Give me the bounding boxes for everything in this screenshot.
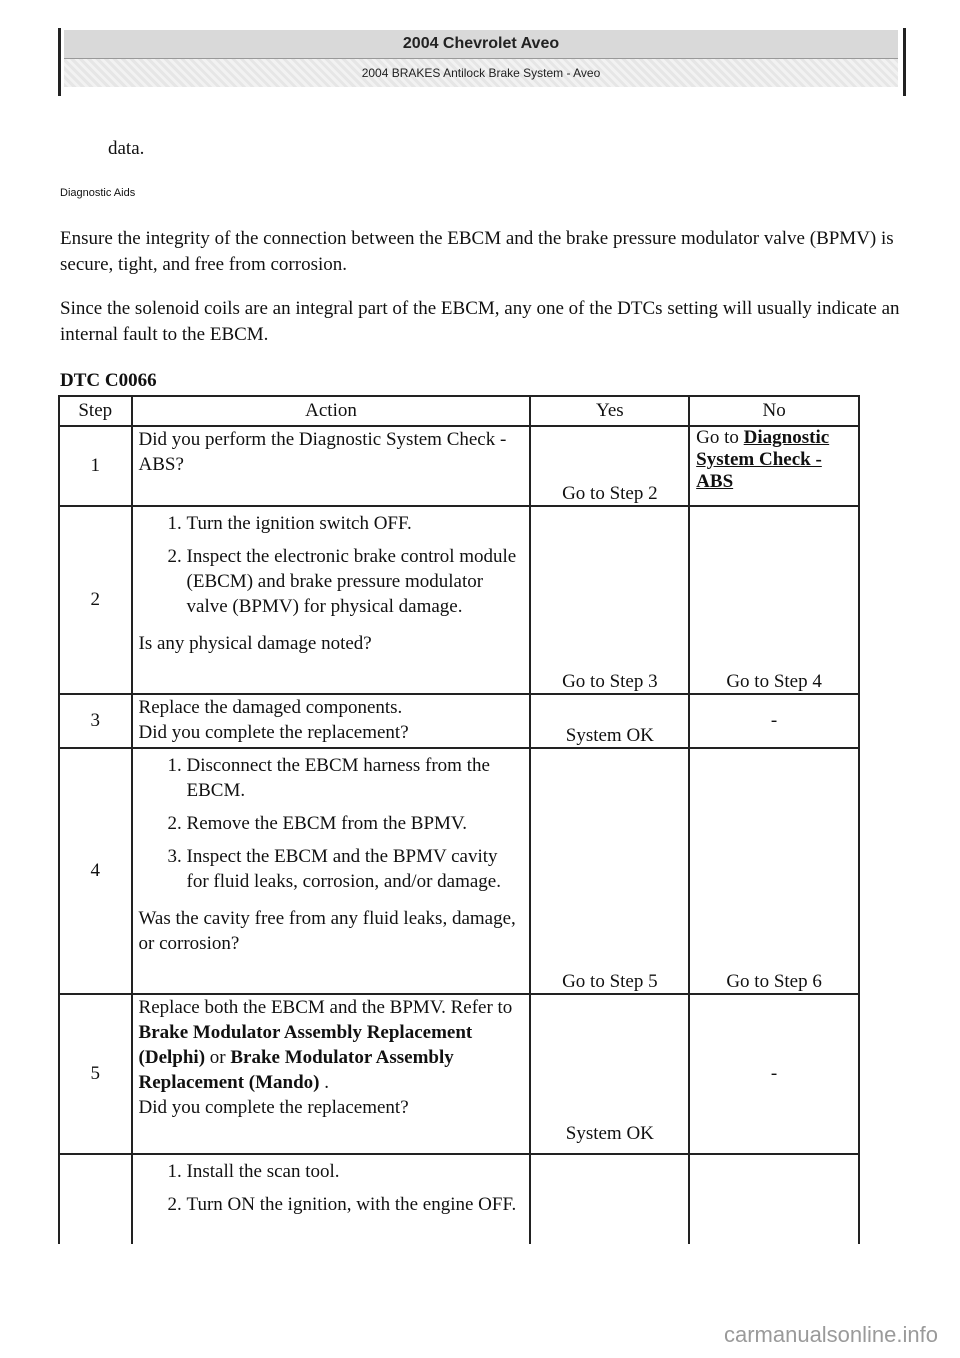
header-left-border (58, 28, 61, 96)
mando-replacement-link[interactable]: Brake Modulator Assembly Replacement (Mando) (138, 1047, 454, 1093)
action-pre: Replace both the EBCM and the BPMV. Refer to (138, 997, 513, 1018)
header-action: Action (132, 396, 531, 426)
action-question: Did you complete the replacement? (138, 1097, 409, 1118)
no-result: Go to Step 6 (689, 748, 859, 994)
dtc-title: DTC C0066 (60, 370, 157, 391)
action-cell (132, 506, 531, 694)
action-post: . (319, 1072, 330, 1093)
action-cell (132, 994, 531, 1154)
section-title: Diagnostic Aids (60, 187, 136, 199)
header-yes: Yes (530, 396, 689, 426)
header-no: No (689, 396, 859, 426)
action-question: Was the cavity free from any fluid leaks, damage, or corrosion? (138, 908, 516, 954)
list-item: 1. Turn the ignition switch OFF. (187, 511, 524, 536)
action-text (139, 995, 524, 1095)
step-number: 1 (59, 426, 132, 506)
header-title: 2004 Chevrolet Aveo (64, 30, 898, 59)
no-result (689, 426, 859, 506)
continued-text: data. (108, 138, 145, 159)
paragraph-2: Since the solenoid coils are an integral part of the EBCM, any one of the DTCs setting will usually indicate an internal fault to the EBCM. (60, 298, 900, 345)
action-question: Is any physical damage noted? (138, 633, 372, 654)
action-list (139, 1159, 524, 1217)
no-result: - (689, 694, 859, 748)
action-list (139, 511, 524, 619)
header-right-border (903, 28, 906, 96)
yes-result: Go to Step 3 (530, 506, 689, 694)
list-item: 2. Inspect the electronic brake control module (EBCM) and brake pressure modulator valve (BPMV) for physical damage. (187, 544, 524, 619)
yes-result: System OK (530, 694, 689, 748)
action-list (139, 753, 524, 894)
no-result (689, 1154, 859, 1244)
diagnostic-table (58, 395, 860, 1244)
paragraph-1: Ensure the integrity of the connection between the EBCM and the brake pressure modulator valve (BPMV) is secure, tight, and free from corrosion. (60, 228, 894, 275)
table-row (59, 994, 859, 1154)
page-header (58, 28, 906, 96)
table-row (59, 1154, 859, 1244)
header-step: Step (59, 396, 132, 426)
list-item: 1. Disconnect the EBCM harness from the EBCM. (187, 753, 524, 803)
yes-result: Go to Step 5 (530, 748, 689, 994)
action-text: Replace the damaged components. (138, 697, 403, 718)
table-row (59, 506, 859, 694)
no-result: - (689, 994, 859, 1154)
action-text: Did you perform the Diagnostic System Check - ABS? (132, 426, 531, 506)
step-number: 4 (59, 748, 132, 994)
yes-result: Go to Step 2 (530, 426, 689, 506)
action-question: Did you complete the replacement? (138, 722, 409, 743)
action-cell (132, 694, 531, 748)
table-row (59, 694, 859, 748)
no-prefix: Go to (696, 427, 744, 448)
action-cell (132, 1154, 531, 1244)
table-row (59, 748, 859, 994)
watermark: carmanualsonline.info (723, 1322, 938, 1347)
table-row (59, 426, 859, 506)
diagnostic-system-check-link[interactable]: Diagnostic System Check - ABS (696, 427, 830, 492)
list-item: 1. Install the scan tool. (187, 1159, 524, 1184)
delphi-replacement-link[interactable]: Brake Modulator Assembly Replacement (Delphi) (138, 1022, 473, 1068)
action-cell (132, 748, 531, 994)
action-mid: or (205, 1047, 231, 1068)
list-item: 2. Turn ON the ignition, with the engine OFF. (187, 1192, 524, 1217)
yes-result: System OK (530, 994, 689, 1154)
header-subtitle: 2004 BRAKES Antilock Brake System - Aveo (64, 59, 898, 87)
step-number: 5 (59, 994, 132, 1154)
step-number (59, 1154, 132, 1244)
table-header-row (59, 396, 859, 426)
step-number: 2 (59, 506, 132, 694)
yes-result (530, 1154, 689, 1244)
list-item: 2. Remove the EBCM from the BPMV. (187, 811, 524, 836)
step-number: 3 (59, 694, 132, 748)
no-result: Go to Step 4 (689, 506, 859, 694)
list-item: 3. Inspect the EBCM and the BPMV cavity for fluid leaks, corrosion, and/or damage. (187, 844, 524, 894)
